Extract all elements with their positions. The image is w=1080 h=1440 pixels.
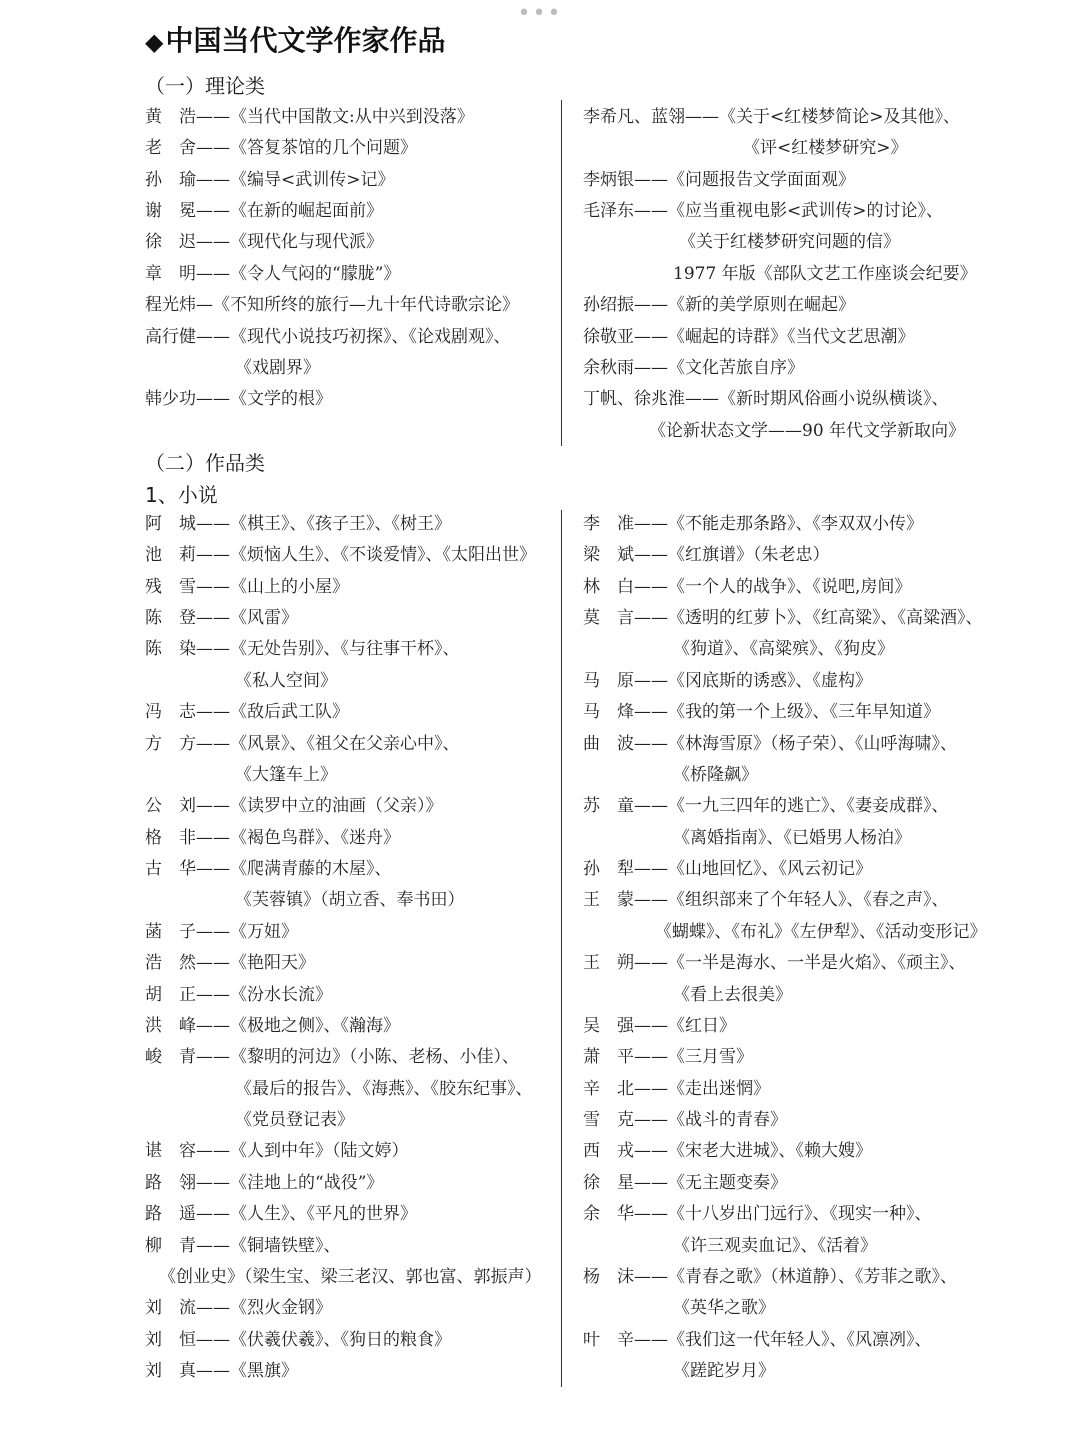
list-item-continuation: 《戏剧界》 [235,358,320,378]
list-item: 谌 容——《人到中年》（陆文婷） [145,1141,409,1161]
list-item: 菡 子——《万妞》 [145,922,298,942]
column-divider [561,510,562,1387]
page-title-text: 中国当代文学作家作品 [165,24,446,57]
list-item: 池 莉——《烦恼人生》、《不谈爱情》、《太阳出世》 [145,545,536,565]
list-item: 毛泽东——《应当重视电影<武训传>的讨论》、 [583,201,943,221]
list-item-continuation: 《关于红楼梦研究问题的信》 [679,232,900,252]
list-item: 西 戎——《宋老大进城》、《赖大嫂》 [583,1141,872,1161]
list-item: 老 舍——《答复茶馆的几个问题》 [145,138,417,158]
list-item: 李 准——《不能走那条路》、《李双双小传》 [583,514,923,534]
list-item-continuation: 《创业史》（梁生宝、梁三老汉、郭也富、郭振声） [159,1267,542,1287]
list-item-continuation: 《许三观卖血记》、《活着》 [673,1236,877,1256]
list-item: 黄 浩——《当代中国散文:从中兴到没落》 [145,107,474,127]
list-item-continuation: 《看上去很美》 [673,985,792,1005]
list-item: 胡 正——《汾水长流》 [145,985,332,1005]
list-item: 林 白——《一个人的战争》、《说吧,房间》 [583,577,912,597]
list-item: 阿 城——《棋王》、《孩子王》、《树王》 [145,514,451,534]
list-item-continuation: 《英华之歌》 [673,1298,775,1318]
list-item-continuation: 《大篷车上》 [235,765,337,785]
list-item: 方 方——《风景》、《祖父在父亲心中》、 [145,734,460,754]
list-item: 冯 志——《敌后武工队》 [145,702,349,722]
list-item: 陈 登——《风雷》 [145,608,298,628]
list-item: 公 刘——《读罗中立的油画（父亲）》 [145,796,443,816]
list-item: 萧 平——《三月雪》 [583,1047,753,1067]
list-item-continuation: 《最后的报告》、《海燕》、《胶东纪事》、 [235,1079,533,1099]
list-item: 辛 北——《走出迷惘》 [583,1079,770,1099]
list-item: 徐 星——《无主题变奏》 [583,1173,787,1193]
list-item: 洪 峰——《极地之侧》、《瀚海》 [145,1016,400,1036]
list-item-continuation: 《党员登记表》 [235,1110,354,1130]
list-item-continuation: 《离婚指南》、《已婚男人杨泊》 [673,828,911,848]
section-heading-novel: 1、小说 [145,483,218,507]
more-dots-icon[interactable]: ••• [517,1,563,26]
list-item-continuation: 《蝴蝶》、《布礼》《左伊犁》、《活动变形记》 [655,922,987,942]
list-item: 莫 言——《透明的红萝卜》、《红高粱》、《高粱酒》、 [583,608,983,628]
list-item: 刘 真——《黑旗》 [145,1361,298,1381]
section-heading-theory: （一）理论类 [145,74,265,98]
list-item: 章 明——《令人气闷的“朦胧”》 [145,264,401,284]
list-item: 叶 辛——《我们这一代年轻人》、《风凛冽》、 [583,1330,932,1350]
list-item: 孙 犁——《山地回忆》、《风云初记》 [583,859,872,879]
list-item: 残 雪——《山上的小屋》 [145,577,349,597]
list-item-continuation: 《评<红楼梦研究>》 [743,138,908,158]
list-item: 马 烽——《我的第一个上级》、《三年早知道》 [583,702,940,722]
list-item: 孙绍振——《新的美学原则在崛起》 [583,295,855,315]
list-item-continuation: 《狗道》、《高粱殡》、《狗皮》 [673,639,894,659]
list-item: 李希凡、蓝翎——《关于<红楼梦简论>及其他》、 [583,107,960,127]
list-item: 余 华——《十八岁出门远行》、《现实一种》、 [583,1204,932,1224]
column-divider [561,100,562,446]
list-item: 峻 青——《黎明的河边》（小陈、老杨、小佳）、 [145,1047,519,1067]
list-item-continuation: 《蹉跎岁月》 [673,1361,775,1381]
list-item: 高行健——《现代小说技巧初探》、《论戏剧观》、 [145,327,511,347]
list-item-continuation: 《私人空间》 [235,671,337,691]
list-item: 雪 克——《战斗的青春》 [583,1110,787,1130]
section-heading-works: （二）作品类 [145,451,265,475]
list-item: 曲 波——《林海雪原》（杨子荣）、《山呼海啸》、 [583,734,957,754]
list-item: 王 朔——《一半是海水、一半是火焰》、《顽主》、 [583,953,966,973]
list-item: 马 原——《冈底斯的诱惑》、《虚构》 [583,671,872,691]
list-item-continuation: 1977 年版《部队文艺工作座谈会纪要》 [673,264,977,284]
list-item: 孙 瑜——《编导<武训传>记》 [145,170,395,190]
list-item-continuation: 《论新状态文学——90 年代文学新取向》 [649,421,966,441]
list-item: 谢 冕——《在新的崛起面前》 [145,201,383,221]
list-item: 余秋雨——《文化苦旅自序》 [583,358,804,378]
list-item: 吴 强——《红日》 [583,1016,736,1036]
list-item: 柳 青——《铜墙铁壁》、 [145,1236,341,1256]
list-item: 王 蒙——《组织部来了个年轻人》、《春之声》、 [583,890,949,910]
list-item: 浩 然——《艳阳天》 [145,953,315,973]
page-title [145,22,445,61]
list-item: 苏 童——《一九三四年的逃亡》、《妻妾成群》、 [583,796,949,816]
list-item: 路 遥——《人生》、《平凡的世界》 [145,1204,417,1224]
list-item: 刘 恒——《伏羲伏羲》、《狗日的粮食》 [145,1330,451,1350]
list-item: 梁 斌——《红旗谱》（朱老忠） [583,545,830,565]
list-item: 陈 染——《无处告别》、《与往事干杯》、 [145,639,460,659]
diamond-icon: ◆ [145,28,164,56]
list-item: 格 非——《褐色鸟群》、《迷舟》 [145,828,400,848]
list-item: 李炳银——《问题报告文学面面观》 [583,170,855,190]
list-item: 徐 迟——《现代化与现代派》 [145,232,383,252]
list-item-continuation: 《桥隆飙》 [673,765,758,785]
list-item: 路 翎——《洼地上的“战役”》 [145,1173,384,1193]
list-item: 徐敬亚——《崛起的诗群》《当代文艺思潮》 [583,327,915,347]
list-item: 刘 流——《烈火金钢》 [145,1298,332,1318]
list-item-continuation: 《芙蓉镇》（胡立香、奉书田） [235,890,465,910]
list-item: 丁帆、徐兆淮——《新时期风俗画小说纵横谈》、 [583,389,949,409]
list-item: 杨 沫——《青春之歌》（林道静）、《芳菲之歌》、 [583,1267,957,1287]
list-item: 韩少功——《文学的根》 [145,389,332,409]
list-item: 古 华——《爬满青藤的木屋》、 [145,859,392,879]
list-item: 程光炜—《不知所终的旅行—九十年代诗歌宗论》 [145,295,519,315]
